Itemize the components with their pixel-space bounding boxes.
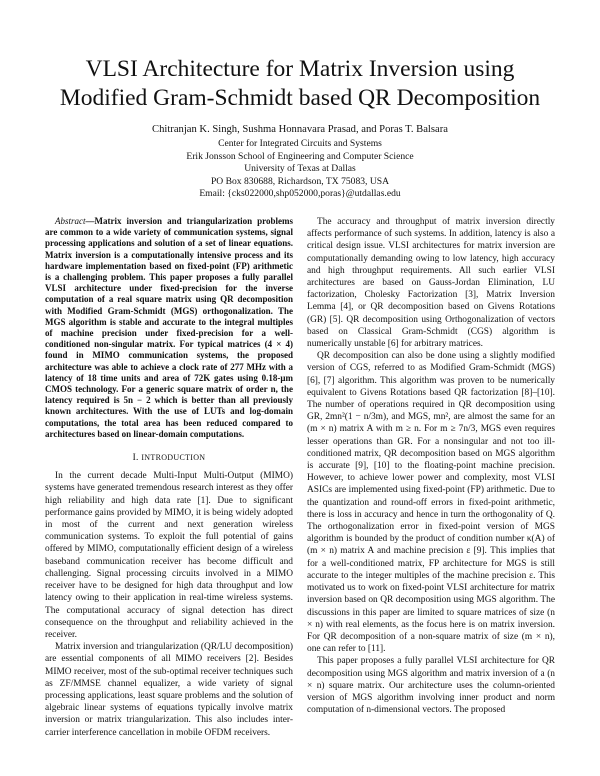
affiliation-line: PO Box 830688, Richardson, TX 75083, USA [210,175,390,187]
affiliation-line: University of Texas at Dallas [244,163,356,175]
abstract-lead: Abstract [55,216,86,226]
title-line-1: VLSI Architecture for Matrix Inversion using [85,56,515,82]
affiliation-block [40,138,560,201]
section-heading-introduction [45,452,293,464]
body-paragraph: In the current decade Multi-Input Multi-Output (MIMO) systems have generated tremendous research interest as they offer high reliability and high data rate [1]. Due to significant performance gains provided by MIMO, it is being widely adopted in most of the current and next generation wireless communication systems. To exploit the full potential of gains offered by MIMO, computationally efficient design of a wireless baseband communication receiver has become difficult and challenging. Signal processing circuits involved in a MIMO receiver have to be designed for high data throughput and low latency owing to their application in real-time wireless systems. The computational accuracy of signal detection has direct consequence on the throughput and reliability achieved in the receiver. [45,471,293,640]
section-number: I. [132,453,139,464]
author-list: Chitranjan K. Singh, Sushma Honnavara Prasad, and Poras T. Balsara [152,124,448,135]
title-line-2: Modified Gram-Schmidt based QR Decomposition [59,85,541,111]
affiliation-line: Erik Jonsson School of Engineering and Computer Science [186,150,414,162]
paper-title [40,55,560,113]
abstract-body: —Matrix inversion and triangularization problems are common to a wide variety of communication systems, signal processing applications and solution of a set of linear equations. Matrix inversion is a computationally intensive process and its hardware implementation based on fixed-point (FP) arithmetic is a challenging problem. This paper proposes a fully parallel VLSI architecture under fixed-precision for the inverse computation of a real square matrix using QR decomposition with Modified Gram-Schmidt (MGS) orthogonalization. The MGS algorithm is stable and accurate to the integral multiples of machine precision under fixed-precision for a well-conditioned non-singular matrix. For typical matrices (4 × 4) found in MIMO communication systems, the proposed architecture was able to achieve a clock rate of 277 MHz with a latency of 18 time units and area of 72K gates using 0.18-μm CMOS technology. For a generic square matrix of order n, the latency required is 5n − 2 which is better than all previously known architectures. With the use of LUTs and log-domain computations, the total area has been reduced compared to architectures based on linear-domain computations. [45,216,293,439]
author-email: Email: {cks022000,shp052000,poras}@utdallas.edu [199,188,401,200]
body-paragraph: The accuracy and throughput of matrix inversion directly affects performance of such systems. In addition, latency is also a critical design issue. VLSI architectures for matrix inversion are computationally demanding owing to low latency, high accuracy and high throughput requirements. All such earlier VLSI architectures are based on Gauss-Jordan Elimination, LU factorization, Cholesky Factorization [3], Matrix Inversion Lemma [4], or QR decomposition based on Givens Rotations (GR) [5]. QR decomposition using Orthogonalization of vectors based on Classical Gram-Schmidt (CGS) algorithm is numerically unstable [6] for arbitrary matrices. [307,217,555,350]
body-paragraph: This paper proposes a fully parallel VLSI architecture for QR decomposition using MGS algorithm and matrix inversion of a (n × n) square matrix. Our architecture uses the column-oriented version of MGS algorithm involving inner product and norm computation of n-dimensional vectors. The proposed [307,656,555,716]
abstract [45,216,293,440]
section-title: INTRODUCTION [141,453,206,463]
body-paragraph: QR decomposition can also be done using a slightly modified version of CGS, referred to as Modified Gram-Schmidt (MGS) [6], [7] algorithm. This algorithm was proven to be numerically equivalent to Givens Rotations based QR factorization [8]–[10]. The number of operations required in QR decomposition using GR, 2mn²(1 − n/3m), and MGS, mn², are almost the same for an (m × n) matrix A with m ≥ n. For m ≥ 7n/3, MGS even requires lesser operations than GR. For a nonsingular and not too ill-conditioned matrix, QR decomposition based on MGS algorithm is accurate [9], [10] to the floating-point machine precision. However, to achieve lower power and complexity, most VLSI ASICs are implemented using fixed-point (FP) arithmetic. Due to the quantization and round-off errors in fixed-point arithmetic, there is loss in accuracy and hence in turn the orthogonality of Q. The orthogonalization error in fixed-point version of MGS algorithm is bounded by the product of condition number κ(A) of (m × n) matrix A and machine precision ε [9]. This implies that for a well-conditioned matrix, FP architecture for MGS is still accurate to the integer multiples of the machine precision ε. This motivated us to work on fixed-point VLSI architecture for matrix inversion based on QR decomposition using MGS algorithm. The discussions in this paper are limited to square matrices of size (n × n) with real elements, as the focus here is on matrix inversion. For QR decomposition of a non-square matrix of size (m × n), one can refer to [11]. [307,351,555,655]
left-column [45,216,293,739]
right-column [307,216,555,716]
affiliation-line: Center for Integrated Circuits and Systems [218,138,382,149]
body-paragraph: Matrix inversion and triangularization (QR/LU decomposition) are essential components of all MIMO receivers [2]. Besides MIMO receiver, most of the sub-optimal receiver techniques such as ZF/MMSE channel equalizer, a wide variety of signal processing applications, least square problems and the solution of algebraic linear systems of equations typically involve matrix inversion or matrix triangularization. This also includes inter-carrier interference cancellation in mobile OFDM receivers. [45,642,293,738]
